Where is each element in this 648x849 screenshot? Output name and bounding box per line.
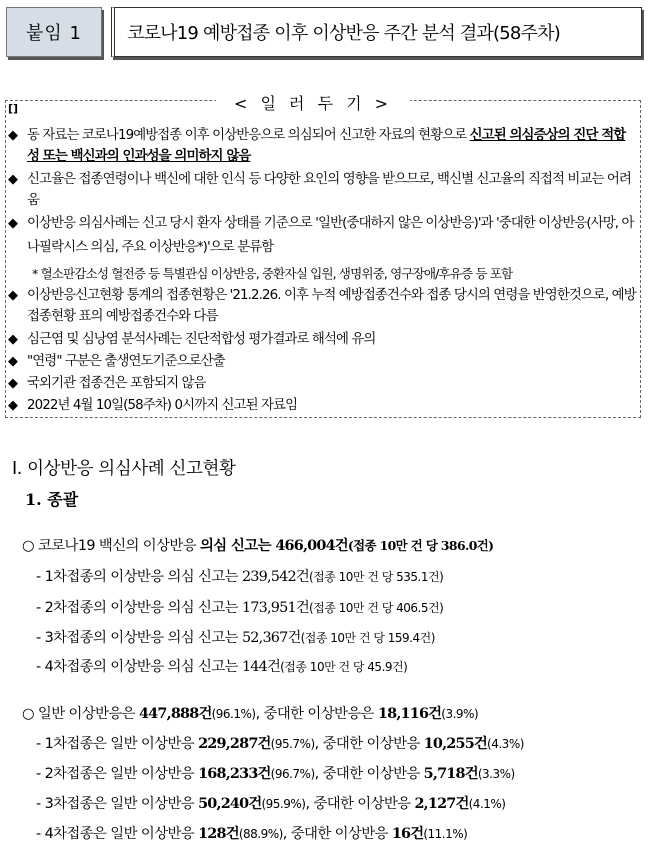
note-text: 이상반응 의심사례는 신고 당시 환자 상태를 기준으로 '일반(중대하지 않은 이상반응)'과 '중대한 이상반응(사망, 아나필락시스 의심, 주요 이상반응*)'으로 분류함 xyxy=(27,216,634,255)
note-text: * 혈소판감소성 혈전증 등 특별관심 이상반응, 중환자실 입원, 생명위중, 영구장애/후유증 등 포함 xyxy=(32,266,513,281)
severity-dose-pct-serious: (4.3%) xyxy=(487,737,524,751)
severity-text: ○ 일반 이상반응은 xyxy=(22,706,139,722)
severity-dose-pct-general: (95.9%) xyxy=(261,797,306,811)
severity-pct-general: (96.1%) xyxy=(211,707,256,721)
dose-text: - 4차접종의 이상반응 의심 신고는 xyxy=(36,659,242,675)
notes-mark: [] xyxy=(8,102,19,115)
summary-rate: (접종 10만 건 당 386.0건) xyxy=(347,538,494,553)
note-text: "연령" 구분은 출생연도기준으로산출 xyxy=(27,354,225,369)
severity-dose-line xyxy=(36,822,467,843)
severity-dose-text: , 중대한 이상반응 xyxy=(305,796,415,812)
summary-text: ○ 코로나19 백신의 이상반응 xyxy=(22,538,200,554)
dose-line xyxy=(36,655,407,676)
severity-dose-pct-general: (96.7%) xyxy=(270,767,315,781)
note-text: 동 자료는 코로나19예방접종 이후 이상반응으로 의심되어 신고한 자료의 현황으로 xyxy=(27,128,470,143)
severity-dose-number-serious: 5,718건 xyxy=(423,765,478,782)
diamond-bullet-icon: ◆ xyxy=(8,332,18,347)
summary-text-bold: 의심 신고는 xyxy=(199,538,276,554)
dose-line xyxy=(36,565,443,586)
appendix-tag xyxy=(6,7,102,57)
severity-dose-number-general: 128건 xyxy=(198,825,239,842)
diamond-bullet-icon: ◆ xyxy=(8,354,18,369)
note-item xyxy=(8,351,636,372)
severity-dose-text: - 1차접종은 일반 이상반응 xyxy=(36,736,199,752)
subsection-title: 1. 종괄 xyxy=(25,490,79,509)
dose-line xyxy=(36,596,443,617)
severity-dose-number-serious: 10,255건 xyxy=(423,735,488,752)
note-item xyxy=(8,125,636,167)
severity-dose-text: - 2차접종은 일반 이상반응 xyxy=(36,766,199,782)
dose-rate: (접종 10만 건 당 159.4건) xyxy=(300,631,435,645)
appendix-tag-label: 붙임 1 xyxy=(26,23,82,44)
note-item xyxy=(8,169,636,211)
note-emphasis: 신고된 의심증상의 진단 적합성 또는 백신과의 인과성을 의미하지 않음 xyxy=(27,128,626,164)
note-item xyxy=(8,395,636,416)
severity-dose-number-general: 168,233건 xyxy=(198,765,271,782)
diamond-bullet-icon: ◆ xyxy=(8,128,18,143)
severity-dose-number-general: 50,240건 xyxy=(198,795,262,812)
note-text: 신고율은 접종연령이나 백신에 대한 인식 등 다양한 요인의 영향을 받으므로, 백신별 신고율의 직접적 비교는 어려움 xyxy=(27,172,631,208)
note-subitem xyxy=(32,263,636,284)
note-item xyxy=(8,373,636,394)
summary-total-line xyxy=(22,534,493,555)
severity-dose-pct-serious: (11.1%) xyxy=(423,827,468,841)
note-text: 2022년 4월 10일(58주차) 0시까지 신고된 자료임 xyxy=(27,398,298,413)
severity-number-serious: 18,116건 xyxy=(377,705,442,722)
severity-dose-line xyxy=(36,732,524,753)
notes-box xyxy=(5,94,641,418)
severity-pct-serious: (3.9%) xyxy=(441,707,479,721)
severity-dose-text: , 중대한 이상반응 xyxy=(314,736,424,752)
severity-dose-text: - 3차접종은 일반 이상반응 xyxy=(36,796,199,812)
severity-dose-text: - 4차접종은 일반 이상반응 xyxy=(36,826,199,842)
severity-dose-text: , 중대한 이상반응 xyxy=(314,766,424,782)
dose-text: - 2차접종의 이상반응 의심 신고는 xyxy=(36,600,242,616)
severity-dose-number-serious: 16건 xyxy=(391,825,424,842)
severity-dose-pct-general: (88.9%) xyxy=(238,827,283,841)
dose-rate: (접종 10만 건 당 535.1건) xyxy=(308,570,444,584)
diamond-bullet-icon: ◆ xyxy=(8,172,18,187)
dose-number: 144건 xyxy=(241,659,281,675)
note-text: 심근염 및 심낭염 분석사례는 진단적합성 평가결과로 해석에 유의 xyxy=(27,332,376,347)
note-item xyxy=(8,212,636,260)
severity-dose-text: , 중대한 이상반응 xyxy=(282,826,392,842)
dose-rate: (접종 10만 건 당 45.9건) xyxy=(280,660,408,674)
diamond-bullet-icon: ◆ xyxy=(8,398,18,413)
dose-text: - 1차접종의 이상반응 의심 신고는 xyxy=(36,569,242,585)
diamond-bullet-icon: ◆ xyxy=(8,376,18,391)
severity-total-line xyxy=(22,702,478,723)
severity-dose-line xyxy=(36,762,515,783)
diamond-bullet-icon: ◆ xyxy=(8,216,18,231)
note-text: 이상반응신고현황 통계의 접종현황은 '21.2.26. 이후 누적 예방접종건수와 접종 당시의 연령을 반영한것으로, 예방접종현황 표의 예방접종건수와 다름 xyxy=(27,288,636,324)
dose-number: 52,367건 xyxy=(241,630,301,646)
summary-number: 466,004건 xyxy=(275,537,348,554)
dose-line xyxy=(36,626,435,647)
note-text: 국외기관 접종건은 포함되지 않음 xyxy=(27,376,206,391)
note-item xyxy=(8,285,636,327)
severity-dose-number-general: 229,287건 xyxy=(198,735,271,752)
severity-dose-pct-serious: (3.3%) xyxy=(477,767,515,781)
dose-number: 239,542건 xyxy=(241,569,309,585)
page-title-text: 코로나19 예방접종 이후 이상반응 주간 분석 결과(58주차) xyxy=(127,23,560,44)
dose-rate: (접종 10만 건 당 406.5건) xyxy=(308,601,444,615)
severity-dose-number-serious: 2,127건 xyxy=(414,795,469,812)
diamond-bullet-icon: ◆ xyxy=(8,288,18,303)
severity-dose-pct-general: (95.7%) xyxy=(270,737,315,751)
severity-text: , 중대한 이상반응은 xyxy=(255,706,378,722)
page-title xyxy=(111,7,642,57)
dose-number: 173,951건 xyxy=(241,600,309,616)
note-item xyxy=(8,329,636,350)
dose-text: - 3차접종의 이상반응 의심 신고는 xyxy=(36,630,242,646)
severity-dose-pct-serious: (4.1%) xyxy=(468,797,506,811)
section-title: Ⅰ. 이상반응 의심사례 신고현황 xyxy=(12,459,236,479)
notes-title: < 일 러 두 기 > xyxy=(216,91,410,114)
severity-dose-line xyxy=(36,792,505,813)
severity-number-general: 447,888건 xyxy=(139,705,212,722)
